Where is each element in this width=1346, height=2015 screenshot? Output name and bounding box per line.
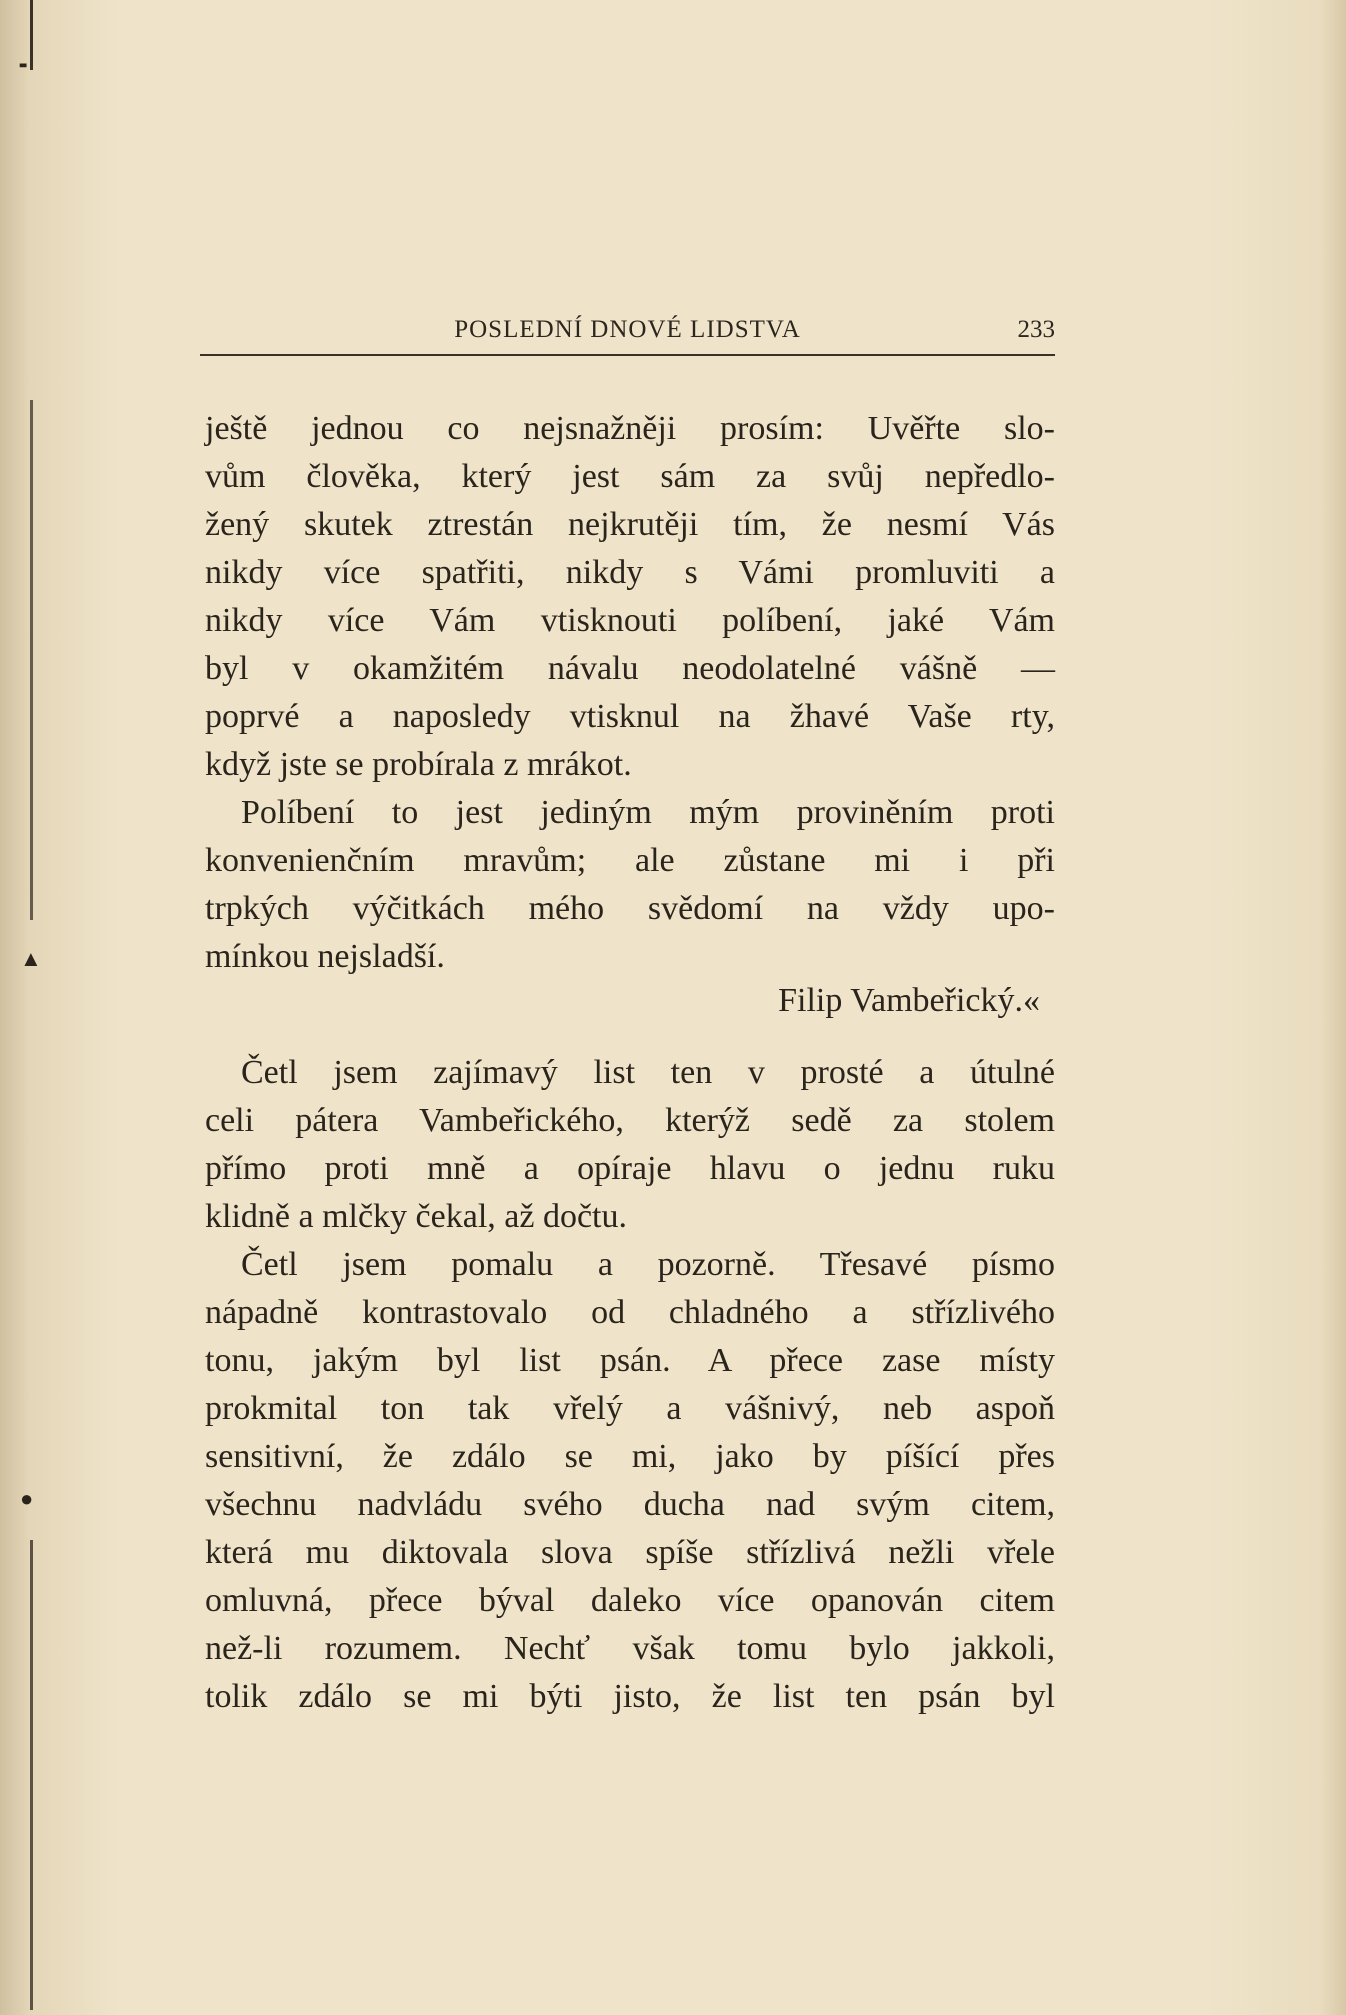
header-rule (200, 354, 1055, 356)
text-line: poprvé a naposledy vtisknul na žhavé Vaše rty, (205, 698, 1055, 735)
text-line: vům člověka, který jest sám za svůj nepředlo- (205, 458, 1055, 495)
text-line: sensitivní, že zdálo se mi, jako by píšící přes (205, 1438, 1055, 1475)
binding-edge (8, 0, 48, 2015)
text-line: žený skutek ztrestán nejkrutěji tím, že nesmí Vás (205, 506, 1055, 543)
running-header (200, 310, 1055, 356)
page-number: 233 (1017, 316, 1055, 343)
text-line: všechnu nadvládu svého ducha nad svým citem, (205, 1486, 1055, 1523)
running-title: POSLEDNÍ DNOVÉ LIDSTVA (454, 316, 801, 343)
paragraph-gap (205, 1029, 1055, 1049)
text-line: konvenienčním mravům; ale zůstane mi i při (205, 842, 1055, 879)
binding-line (30, 400, 33, 920)
text-line: tolik zdálo se mi býti jisto, že list ten psán byl (205, 1678, 1055, 1715)
text-line: když jste se probírala z mrákot. (205, 746, 632, 783)
text-line: která mu diktovala slova spíše střízlivá nežli vřele (205, 1534, 1055, 1571)
text-line: než-li rozumem. Nechť však tomu bylo jakkoli, (205, 1630, 1055, 1667)
text-line: ještě jednou co nejsnažněji prosím: Uvěřte slo- (205, 410, 1055, 447)
text-line: omluvná, přece býval daleko více opanován citem (205, 1582, 1055, 1619)
binding-mark: ▲ (20, 946, 42, 971)
text-line: prokmital ton tak vřelý a vášnivý, neb aspoň (205, 1390, 1055, 1427)
text-line: nikdy více spatřiti, nikdy s Vámi promluviti a (205, 554, 1055, 591)
letter-signature: Filip Vambeřický.« (778, 982, 1040, 1019)
text-line: Četl jsem zajímavý list ten v prosté a útulné (241, 1054, 1055, 1091)
text-line: nikdy více Vám vtisknouti políbení, jaké Vám (205, 602, 1055, 639)
text-line: Četl jsem pomalu a pozorně. Třesavé písmo (241, 1246, 1055, 1283)
text-line: klidně a mlčky čekal, až dočtu. (205, 1198, 627, 1235)
text-line: mínkou nejsladší. (205, 938, 445, 975)
text-line: přímo proti mně a opíraje hlavu o jednu ruku (205, 1150, 1055, 1187)
text-line: byl v okamžitém návalu neodolatelné vášně — (205, 650, 1055, 687)
text-line: Políbení to jest jediným mým proviněním proti (241, 794, 1055, 831)
text-line: trpkých výčitkách mého svědomí na vždy upo- (205, 890, 1055, 927)
binding-mark: ● (20, 1486, 34, 1511)
body-text (205, 405, 1055, 1721)
binding-mark: ╸ (20, 53, 34, 78)
binding-line (30, 1540, 33, 2010)
text-line: tonu, jakým byl list psán. A přece zase místy (205, 1342, 1055, 1379)
text-line: celi pátera Vambeřického, kterýž sedě za stolem (205, 1102, 1055, 1139)
text-line: nápadně kontrastovalo od chladného a střízlivého (205, 1294, 1055, 1331)
